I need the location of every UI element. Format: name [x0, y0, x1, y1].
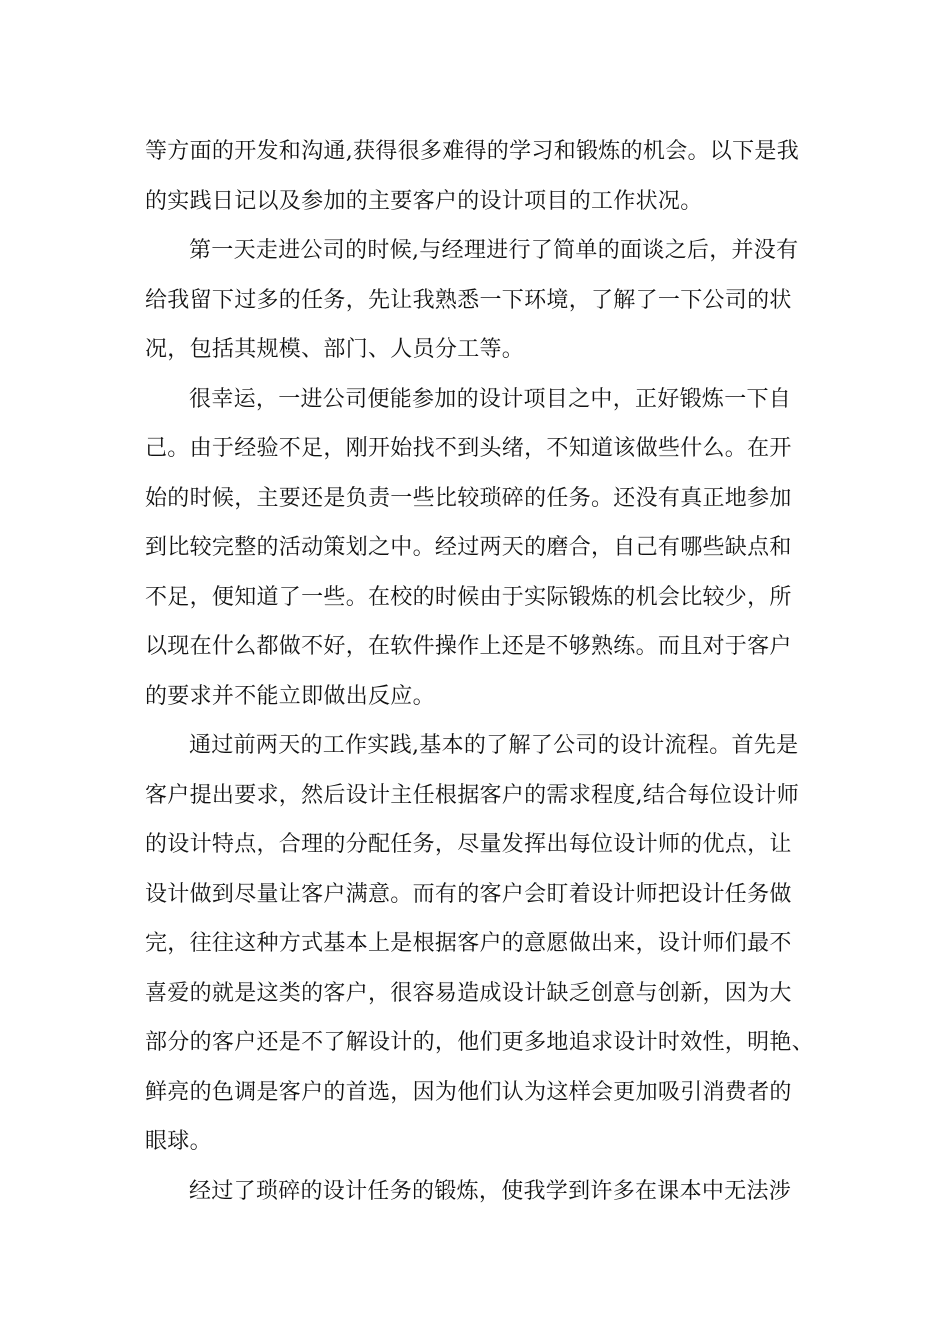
text-line: 以现在什么都做不好，在软件操作上还是不够熟练。而且对于客户: [145, 634, 792, 659]
text-line: 等方面的开发和沟通,获得很多难得的学习和锻炼的机会。以下是我: [145, 139, 799, 164]
text-line: 设计做到尽量让客户满意。而有的客户会盯着设计师把设计任务做: [145, 881, 792, 907]
text-line: 眼球。: [145, 1129, 212, 1154]
body-text: [145, 127, 825, 1216]
text-line: 到比较完整的活动策划之中。经过两天的磨合，自己有哪些缺点和: [145, 535, 792, 560]
text-line: 经过了琐碎的设计任务的锻炼，使我学到许多在课本中无法涉: [189, 1178, 792, 1204]
text-line: 第一天走进公司的时候,与经理进行了简单的面谈之后，并没有: [189, 238, 799, 263]
text-line: 的实践日记以及参加的主要客户的设计项目的工作状况。: [145, 188, 703, 214]
text-line: 部分的客户还是不了解设计的，他们更多地追求设计时效性，明艳、: [145, 1030, 815, 1055]
text-line: 客户提出要求，然后设计主任根据客户的需求程度,结合每位设计师: [145, 782, 799, 808]
text-line: 己。由于经验不足，刚开始找不到头绪，不知道该做些什么。在开: [145, 436, 792, 461]
text-line: 况，包括其规模、部门、人员分工等。: [145, 337, 525, 362]
text-line: 始的时候，主要还是负责一些比较琐碎的任务。还没有真正地参加: [145, 485, 792, 511]
text-line: 完，往往这种方式基本上是根据客户的意愿做出来，设计师们最不: [145, 931, 792, 956]
text-line: 通过前两天的工作实践,基本的了解了公司的设计流程。首先是: [189, 733, 799, 758]
text-line: 给我留下过多的任务，先让我熟悉一下环境，了解了一下公司的状: [145, 287, 792, 313]
text-line: 的要求并不能立即做出反应。: [145, 683, 435, 709]
text-line: 很幸运，一进公司便能参加的设计项目之中，正好锻炼一下自: [189, 386, 792, 412]
text-line: 不足，便知道了一些。在校的时候由于实际锻炼的机会比较少，所: [145, 584, 792, 610]
text-line: 喜爱的就是这类的客户，很容易造成设计缺乏创意与创新，因为大: [145, 980, 792, 1006]
text-line: 的设计特点，合理的分配任务，尽量发挥出每位设计师的优点，让: [145, 832, 792, 857]
text-line: 鲜亮的色调是客户的首选，因为他们认为这样会更加吸引消费者的: [145, 1079, 792, 1105]
